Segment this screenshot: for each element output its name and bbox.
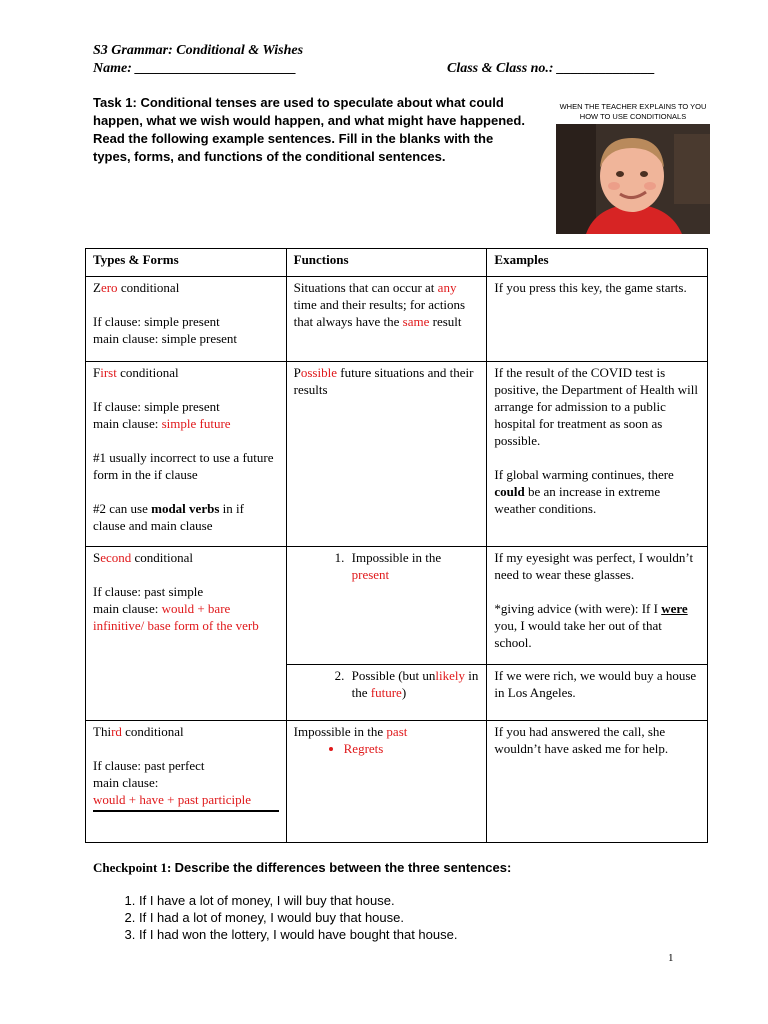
table-row-first — [86, 362, 708, 547]
second-function-1-cell — [286, 547, 487, 665]
table-row-zero — [86, 277, 708, 362]
conditionals-table — [85, 248, 708, 843]
class-field-label: Class & Class no.: ______________ — [447, 61, 656, 76]
child-photo-illustration — [556, 124, 710, 234]
zero-type-name: Zero conditional — [93, 280, 180, 295]
first-function-cell: Possible future situations and their results — [286, 362, 487, 547]
second-function-2: 2. Possible (but unlikely in the future) — [348, 667, 480, 701]
third-function: Impossible in the past — [293, 724, 408, 739]
first-type-name: First conditional — [93, 365, 179, 380]
second-main-clause: main clause: would + bare infinitive/ base form of the verb — [93, 601, 259, 633]
third-types-cell — [86, 721, 287, 843]
meme-photo — [556, 124, 710, 234]
third-underline-divider — [93, 810, 279, 812]
zero-types-cell — [86, 277, 287, 362]
second-types-cell — [86, 547, 287, 721]
first-example-2: If global warming continues, there could be an increase in extreme weather conditions. — [494, 467, 674, 516]
zero-example-cell: If you press this key, the game starts. — [487, 277, 708, 362]
checkpoint-sentences — [115, 892, 457, 943]
third-type-name: Third conditional — [93, 724, 184, 739]
checkpoint-question: Describe the differences between the three sentences: — [174, 860, 512, 875]
zero-if-clause: If clause: simple present — [93, 314, 220, 329]
first-note-2: #2 can use modal verbs in if clause and main clause — [93, 501, 244, 533]
third-function-cell — [286, 721, 487, 843]
first-types-cell — [86, 362, 287, 547]
second-function-1: 1. Impossible in the present — [348, 549, 480, 583]
list-item: 2. If I had a lot of money, I would buy that house. — [139, 909, 457, 926]
second-example-1-cell — [487, 547, 708, 665]
first-note-1: #1 usually incorrect to use a future form in the if clause — [93, 450, 274, 482]
second-advice-example: *giving advice (with were): If I were you, I would take her out of that school. — [494, 601, 688, 650]
second-example-1: If my eyesight was perfect, I wouldn’t need to wear these glasses. — [494, 550, 694, 582]
second-if-clause: If clause: past simple — [93, 584, 204, 599]
checkpoint-heading — [93, 860, 511, 876]
zero-function-cell: Situations that can occur at any time and their results; for actions that always have the same result — [286, 277, 487, 362]
header-types-forms: Types & Forms — [86, 249, 287, 277]
table-header-row — [86, 249, 708, 277]
name-field-label: Name: _______________________ — [93, 61, 297, 76]
first-example-cell — [487, 362, 708, 547]
second-function-2-cell — [286, 665, 487, 721]
zero-main-clause: main clause: simple present — [93, 331, 238, 346]
third-if-clause: If clause: past perfect — [93, 758, 205, 773]
first-example-1: If the result of the COVID test is positive, the Department of Health will arrange for admission to a public hospital for treatment as soon as possible. — [494, 365, 699, 448]
first-if-clause: If clause: simple present — [93, 399, 220, 414]
third-function-bullet: • Regrets — [344, 740, 480, 757]
second-type-name: Second conditional — [93, 550, 194, 565]
meme-caption: WHEN THE TEACHER EXPLAINS TO YOU HOW TO USE CONDITIONALS — [559, 102, 707, 121]
course-title: S3 Grammar: Conditional & Wishes — [93, 43, 304, 58]
checkpoint-label: Checkpoint 1: — [93, 860, 175, 875]
page-number: 1 — [668, 952, 674, 964]
third-main-label: main clause: — [93, 775, 159, 790]
second-example-2-cell: If we were rich, we would buy a house in Los Angeles. — [487, 665, 708, 721]
third-main-clause: would + have + past participle — [93, 792, 251, 807]
first-main-clause: main clause: simple future — [93, 416, 231, 431]
table-row-third — [86, 721, 708, 843]
header-functions: Functions — [286, 249, 487, 277]
list-item: 3. If I had won the lottery, I would have bought that house. — [139, 926, 457, 943]
header-examples: Examples — [487, 249, 708, 277]
table-row-second-a — [86, 547, 708, 665]
task-instructions: Task 1: Conditional tenses are used to speculate about what could happen, what we wish would happen, and what might have happened. Read the following example sentences. Fill in the blanks with the types, forms, and functions of the conditional sentences. — [93, 95, 525, 164]
list-item: 1. If I have a lot of money, I will buy that house. — [139, 892, 457, 909]
third-example-cell: If you had answered the call, she wouldn’t have asked me for help. — [487, 721, 708, 843]
meme-image — [556, 100, 710, 234]
